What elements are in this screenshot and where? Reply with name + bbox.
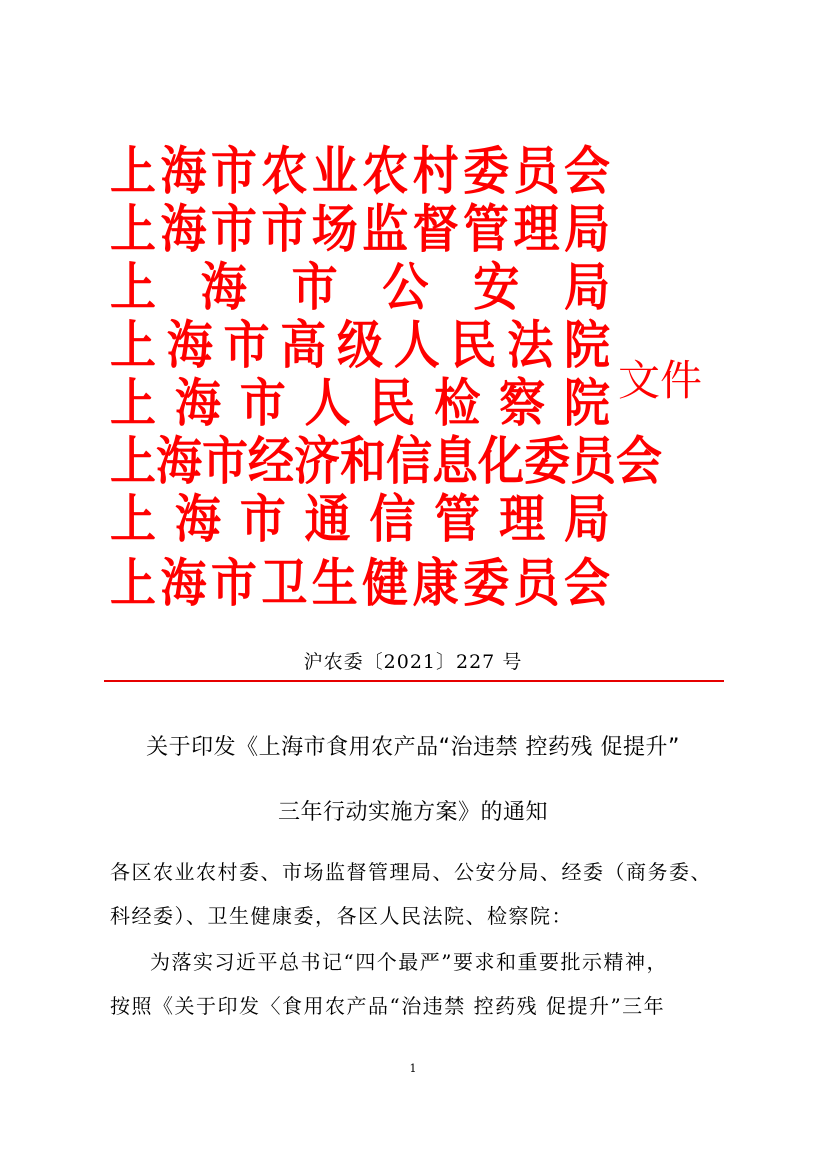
document-suffix: 文件 [618,356,703,405]
issuer-character: 农 [261,140,308,202]
issuer-character: 员 [513,140,560,202]
recipients-line-2: 科经委）、卫生健康委，各区人民法院、检察院： [110,904,573,928]
issuer-character: 院 [564,314,610,376]
issuer-character: 上 [110,198,156,260]
issuer-character: 农 [362,140,409,202]
issuer-character: 上 [110,314,156,376]
issuer-character: 上 [110,140,156,202]
body-paragraph-line-2: 按照《关于印发〈食用农产品“治违禁 控药残 促提升”三年 [110,994,666,1018]
issuer-character: 级 [337,314,383,376]
issuer-character: 委 [524,430,570,492]
issuer-character: 海 [160,552,207,614]
issuer-character: 检 [434,372,481,434]
document-title-line-1: 关于印发《上海市食用农产品“治违禁 控药残 促提升” [146,735,680,760]
page-number: 1 [409,1062,417,1075]
issuer-character: 监 [362,198,409,260]
issuer-character: 市 [210,198,257,260]
issuer-character: 察 [499,372,546,434]
issuer-character: 上 [110,488,156,550]
issuer-character: 高 [280,314,327,376]
issuer-character: 市 [210,552,257,614]
issuer-character: 民 [450,314,497,376]
issuer-character: 安 [473,256,520,318]
issuer-character: 化 [478,430,524,492]
issuer-character: 院 [563,372,610,434]
issuer-character: 海 [174,488,221,550]
issuer-character: 海 [166,314,213,376]
red-divider [104,680,724,682]
issuer-character: 健 [362,552,409,614]
issuer-character: 息 [432,430,478,492]
issuer-character: 人 [393,314,440,376]
issuer-character: 和 [340,430,386,492]
issuer-character: 市 [202,430,248,492]
recipients-line-1: 各区农业农村委、市场监督管理局、公安分局、经委（商务委、 [110,860,712,884]
issuer-character: 海 [156,430,202,492]
issuer-character: 会 [563,140,610,202]
issuer-character: 业 [311,140,358,202]
issuer-character: 上 [110,372,156,434]
issuer-line [110,371,610,436]
issuer-character: 管 [434,488,481,550]
issuer-character: 会 [616,430,662,492]
issuer-character: 信 [386,430,432,492]
issuer-character: 民 [369,372,416,434]
issuer-character: 卫 [261,552,308,614]
issuer-character: 督 [412,198,459,260]
issuer-character: 市 [210,140,257,202]
issuer-character: 员 [570,430,616,492]
issuer-character: 场 [311,198,358,260]
issuer-character: 市 [291,256,338,318]
issuer-character: 法 [507,314,554,376]
issuer-character: 生 [311,552,358,614]
issuer-line [110,487,610,552]
issuer-character: 市 [239,372,286,434]
issuer-character: 局 [563,198,610,260]
issuer-character: 通 [304,488,351,550]
issuer-line [110,551,610,616]
issuer-character: 上 [110,430,156,492]
issuer-character: 济 [294,430,340,492]
issuer-line [110,255,610,320]
issuer-line [110,429,662,494]
issuer-character: 公 [382,256,429,318]
issuer-character: 理 [513,198,560,260]
issuer-character: 村 [412,140,459,202]
issuer-character: 人 [304,372,351,434]
issuer-character: 员 [513,552,560,614]
issuer-character: 市 [261,198,308,260]
body-paragraph-line-1: 为落实习近平总书记“四个最严”要求和重要批示精神， [150,950,668,974]
issuer-character: 海 [160,198,207,260]
issuer-character: 康 [412,552,459,614]
issuer-character: 上 [110,256,156,318]
issuer-character: 理 [499,488,546,550]
issuer-character: 管 [463,198,510,260]
issuer-character: 局 [563,256,610,318]
issuer-character: 市 [223,314,270,376]
issuer-character: 经 [248,430,294,492]
issuer-character: 海 [160,140,207,202]
issuer-character: 会 [563,552,610,614]
issuer-line [110,313,610,378]
issuer-line [110,197,610,262]
issuer-character: 市 [239,488,286,550]
issuer-character: 委 [463,552,510,614]
issuer-character: 局 [563,488,610,550]
issuer-line [110,139,610,204]
issuer-character: 信 [369,488,416,550]
document-number: 沪农委〔2021〕227 号 [303,651,523,673]
issuer-character: 海 [200,256,247,318]
issuer-character: 上 [110,552,156,614]
issuer-character: 委 [463,140,510,202]
issuer-character: 海 [174,372,221,434]
document-title-line-2: 三年行动实施方案》的通知 [277,800,548,825]
